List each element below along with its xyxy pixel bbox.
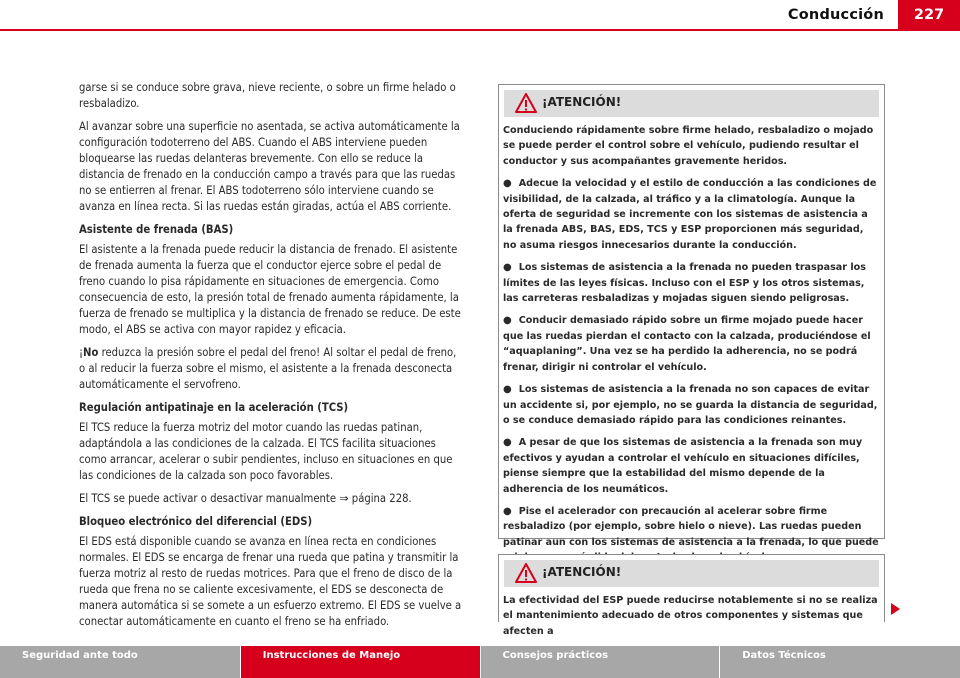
- warning-intro: Conduciendo rápidamente sobre firme helado, resbaladizo o mojado se puede perder el control sobre el vehículo, pudiendo resultar el conductor y sus acompañantes gravemente heridos.: [503, 125, 874, 167]
- warning-body: [499, 117, 884, 578]
- paragraph: El EDS está disponible cuando se avanza en línea recta en condiciones normales. El EDS se encarga de frenar una rueda que patina y transmitir la fuerza motriz al resto de ruedas motrices. Para que el freno de disco de la rueda que frena no se caliente excesivamente, el EDS se desconecta de manera automática si se somete a un esfuerzo extremo. El EDS se vuelve a conectar automáticamente en cuanto el freno se ha enfriado.: [79, 535, 462, 628]
- tab-seguridad[interactable]: Seguridad ante todo: [0, 646, 240, 678]
- bullet-icon: ●: [503, 384, 512, 396]
- warning-item: [503, 313, 880, 375]
- bullet-icon: ●: [503, 178, 512, 190]
- text-fragment: ¡: [79, 346, 84, 359]
- warning-item: [503, 382, 880, 428]
- tab-instrucciones[interactable]: Instrucciones de Manejo: [241, 646, 480, 678]
- header-divider: [0, 29, 960, 31]
- warning-item-text: Pise el acelerador con precaución al acelerar sobre firme resbaladizo (por ejemplo, sobre hielo o nieve). Las ruedas pueden patinar aun con los sistemas de asistencia a la frenada, lo que puede: [503, 505, 879, 548]
- left-column: [79, 80, 465, 637]
- text-fragment: El TCS se puede activar o desactivar manualmente: [79, 492, 340, 505]
- footer-nav: [0, 646, 960, 678]
- paragraph: [79, 345, 465, 393]
- warning-item: [503, 260, 880, 306]
- tab-datos-tecnicos[interactable]: Datos Técnicos: [720, 646, 960, 678]
- warning-header: [504, 560, 879, 587]
- warning-box-continued: [498, 554, 885, 637]
- paragraph: garse si se conduce sobre grava, nieve reciente, o sobre un firme helado o resbaladizo.: [79, 81, 456, 110]
- paragraph: El asistente a la frenada puede reducir la distancia de frenado. El asistente de frenada aumenta la fuerza que el conductor ejerce sobre el pedal de freno cuando lo pisa rápidamente en situaciones de emergencia. Como consecuencia de esto, la presión total de frenado aumenta rápidamente, la fuerza de frenado se multiplica y la distancia de frenado se reduce. De este modo, el ABS se activa con mayor rapidez y eficacia.: [79, 243, 461, 336]
- warning-item: [503, 176, 880, 253]
- next-page-arrow-icon[interactable]: [891, 603, 900, 615]
- warning-item-text: Conducir demasiado rápido sobre un firme mojado puede hacer que las ruedas pierdan el contacto con la calzada, produciéndose el “aquaplaning”. Una vez se ha perdido la adherencia, no se podrá frenar, dirigir ni controlar el vehículo.: [503, 315, 871, 373]
- warning-title: ¡ATENCIÓN!: [542, 565, 622, 579]
- bullet-icon: ●: [503, 315, 512, 327]
- text-fragment: reduzca la presión sobre el pedal del freno! Al soltar el pedal de freno, o al reducir la fuerza sobre el mismo, el asistente a la frenada desconecta automáticamente el servofreno.: [79, 346, 457, 391]
- warning-triangle-icon: [515, 563, 537, 583]
- section-title: Conducción: [787, 7, 884, 23]
- warning-title: ¡ATENCIÓN!: [542, 95, 622, 109]
- heading-bas: Asistente de frenada (BAS): [79, 223, 234, 236]
- warning-triangle-icon: [515, 93, 537, 113]
- bullet-icon: ●: [503, 437, 512, 449]
- bullet-icon: ●: [503, 262, 512, 274]
- bullet-icon: ●: [503, 505, 512, 517]
- warning-box: [498, 84, 885, 548]
- paragraph: El TCS reduce la fuerza motriz del motor cuando las ruedas patinan, adaptándola a las condiciones de la calzada. El TCS facilita situaciones como arrancar, acelerar o subir pendientes, incluso en situaciones en que las condiciones de la calzada son poco favorables.: [79, 421, 453, 482]
- page-number: 227: [898, 0, 960, 31]
- heading-tcs: Regulación antipatinaje en la aceleración (TCS): [79, 401, 349, 414]
- warning-body: [499, 587, 884, 651]
- warning-item-text: Los sistemas de asistencia a la frenada no pueden traspasar los límites de las leyes físicas. Incluso con el ESP y los otros sistemas, las carreteras resbaladizas y mojadas siguen siendo peligrosas.: [503, 262, 866, 305]
- paragraph: [79, 491, 465, 507]
- tab-consejos[interactable]: Consejos prácticos: [481, 646, 720, 678]
- warning-text: La efectividad del ESP puede reducirse notablemente si no se realiza el mantenimiento adecuado de otros componentes y sistemas que afecten a: [503, 595, 878, 637]
- warning-item-text: Los sistemas de asistencia a la frenada no son capaces de evitar un accidente si, por ejemplo, no se guarda la distancia de seguridad, o se conduce demasiado rápido para las condiciones reinantes.: [503, 384, 878, 426]
- warning-item-text: A pesar de que los sistemas de asistencia a la frenada son muy efectivos y ayudan a controlar el vehículo en situaciones difíciles, piense siempre que la estabilidad del mismo depende de la adherencia de los neumáticos.: [503, 437, 863, 495]
- heading-eds: Bloqueo electrónico del diferencial (EDS): [79, 515, 313, 528]
- cross-reference-arrow-icon: ⇒: [339, 492, 349, 505]
- paragraph: Al avanzar sobre una superficie no asentada, se activa automáticamente la configuración todoterreno del ABS. Cuando el ABS interviene pueden bloquearse las ruedas delanteras brevemente. Con ello se reduce la distancia de frenado en la conducción campo a través para que las ruedas no se entierren al frenar. El ABS todoterreno sólo interviene cuando se avanza en línea recta. Si las ruedas están giradas, actúa el ABS corriente.: [79, 120, 460, 213]
- page-reference-link[interactable]: página 228.: [348, 492, 412, 505]
- emphasis-no: No: [83, 346, 99, 359]
- warning-item-text: Adecue la velocidad y el estilo de conducción a las condiciones de visibilidad, de la calzada, al tráfico y a la climatología. Aunque la oferta de seguridad se incremente con los sistemas de asistencia a la frenada ABS, BAS, EDS, TCS y ESP proporcionen más seguridad, no asuma riesgos innecesarios durante la conducción.: [503, 178, 877, 251]
- warning-item: [503, 435, 880, 497]
- warning-header: [504, 90, 879, 117]
